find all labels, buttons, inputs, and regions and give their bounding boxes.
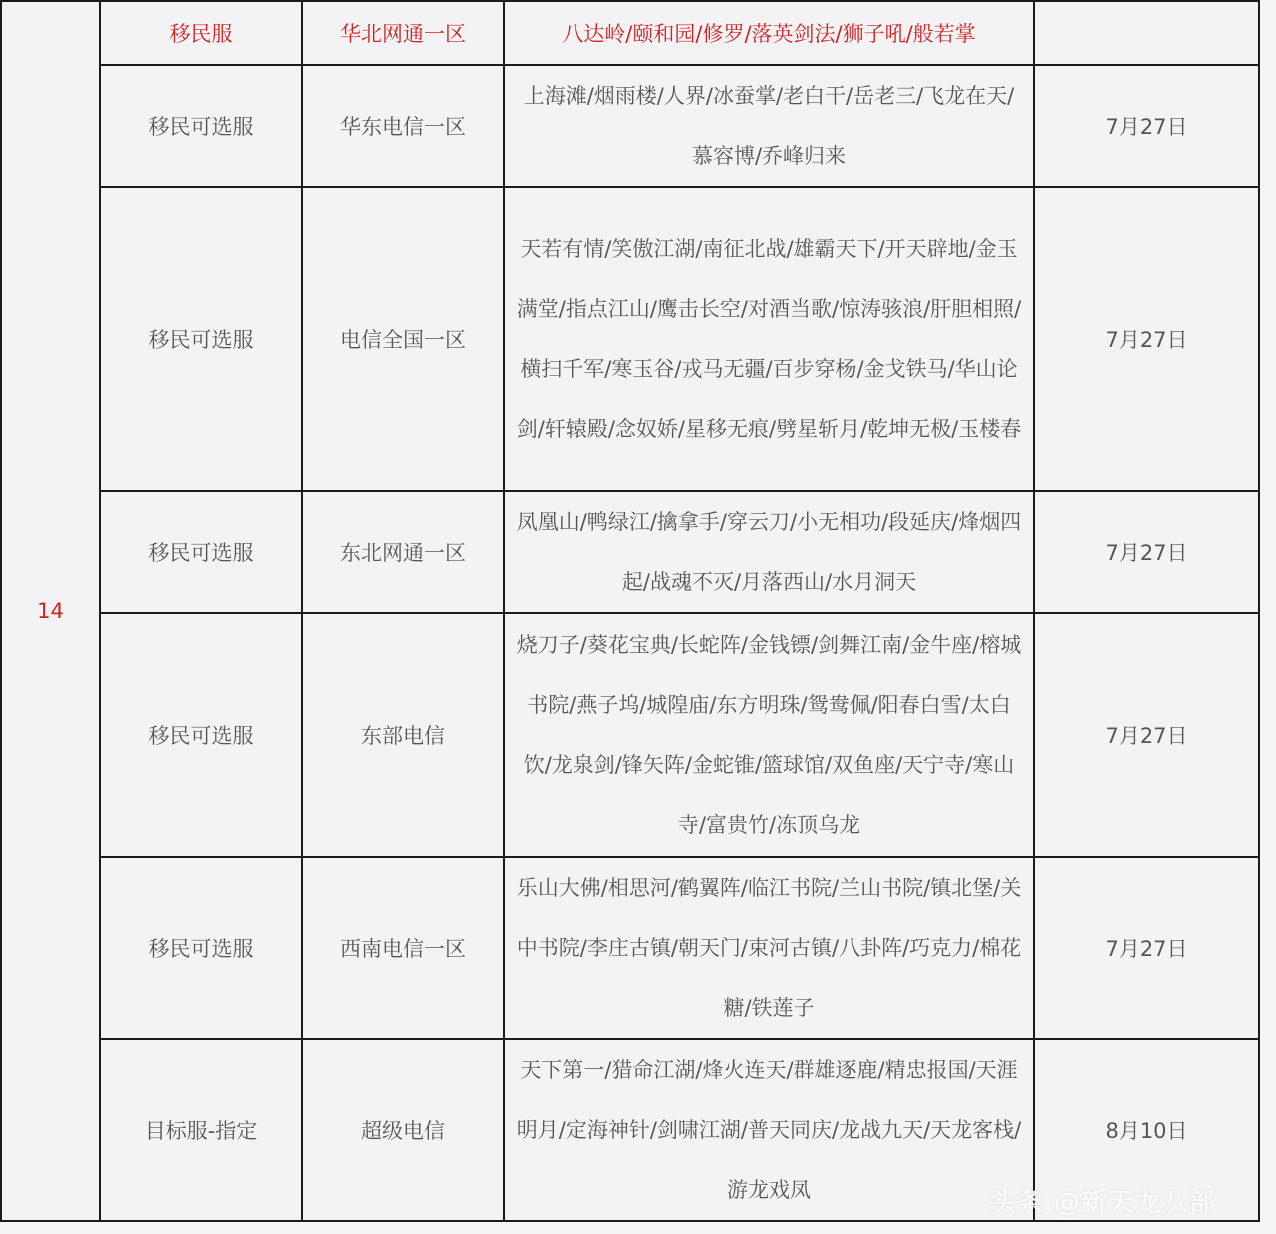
server-list: 凤凰山/鸭绿江/擒拿手/穿云刀/小无相功/段延庆/烽烟四起/战魂不灭/月落西山/水月洞天 — [504, 491, 1034, 613]
server-type: 目标服-指定 — [100, 1039, 302, 1221]
server-type: 移民可选服 — [100, 491, 302, 613]
zone-name: 电信全国一区 — [302, 187, 504, 491]
server-list: 乐山大佛/相思河/鹤翼阵/临江书院/兰山书院/镇北堡/关中书院/李庄古镇/朝天门/束河古镇/八卦阵/巧克力/棉花糖/铁莲子 — [504, 857, 1034, 1039]
merge-date: 7月27日 — [1034, 187, 1259, 491]
server-type: 移民可选服 — [100, 187, 302, 491]
table-row — [1, 491, 1259, 613]
merge-date: 7月27日 — [1034, 65, 1259, 187]
watermark: 头条 @新天龙八部 — [990, 1188, 1217, 1218]
server-type: 移民可选服 — [100, 65, 302, 187]
server-type: 移民可选服 — [100, 857, 302, 1039]
merge-date: 7月27日 — [1034, 857, 1259, 1039]
server-list: 八达岭/颐和园/修罗/落英剑法/狮子吼/般若掌 — [504, 1, 1034, 65]
merge-date: 7月27日 — [1034, 613, 1259, 857]
zone-name: 华北网通一区 — [302, 1, 504, 65]
zone-name: 超级电信 — [302, 1039, 504, 1221]
zone-name: 东北网通一区 — [302, 491, 504, 613]
zone-name: 西南电信一区 — [302, 857, 504, 1039]
server-list: 上海滩/烟雨楼/人界/冰蚕掌/老白干/岳老三/飞龙在天/慕容博/乔峰归来 — [504, 65, 1034, 187]
merge-date: 7月27日 — [1034, 491, 1259, 613]
merge-date — [1034, 1, 1259, 65]
server-type: 移民可选服 — [100, 613, 302, 857]
server-type: 移民服 — [100, 1, 302, 65]
group-number: 14 — [1, 1, 100, 1221]
server-list: 天下第一/猎命江湖/烽火连天/群雄逐鹿/精忠报国/天涯明月/定海神针/剑啸江湖/普天同庆/龙战九天/天龙客栈/游龙戏凤 — [504, 1039, 1034, 1221]
zone-name: 东部电信 — [302, 613, 504, 857]
table-row-header — [1, 1, 1259, 65]
table-row — [1, 857, 1259, 1039]
table-row — [1, 65, 1259, 187]
table-row — [1, 613, 1259, 857]
table-row — [1, 187, 1259, 491]
server-list: 烧刀子/葵花宝典/长蛇阵/金钱镖/剑舞江南/金牛座/榕城书院/燕子坞/城隍庙/东方明珠/鸳鸯佩/阳春白雪/太白饮/龙泉剑/锋矢阵/金蛇锥/篮球馆/双鱼座/天宁寺/寒山寺/富贵竹/冻顶乌龙 — [504, 613, 1034, 857]
server-list: 天若有情/笑傲江湖/南征北战/雄霸天下/开天辟地/金玉满堂/指点江山/鹰击长空/对酒当歌/惊涛骇浪/肝胆相照/横扫千军/寒玉谷/戎马无疆/百步穿杨/金戈铁马/华山论剑/轩辕殿/念奴娇/星移无痕/劈星斩月/乾坤无极/玉楼春 — [504, 187, 1034, 491]
merge-date: 8月10日 — [1034, 1039, 1259, 1221]
zone-name: 华东电信一区 — [302, 65, 504, 187]
